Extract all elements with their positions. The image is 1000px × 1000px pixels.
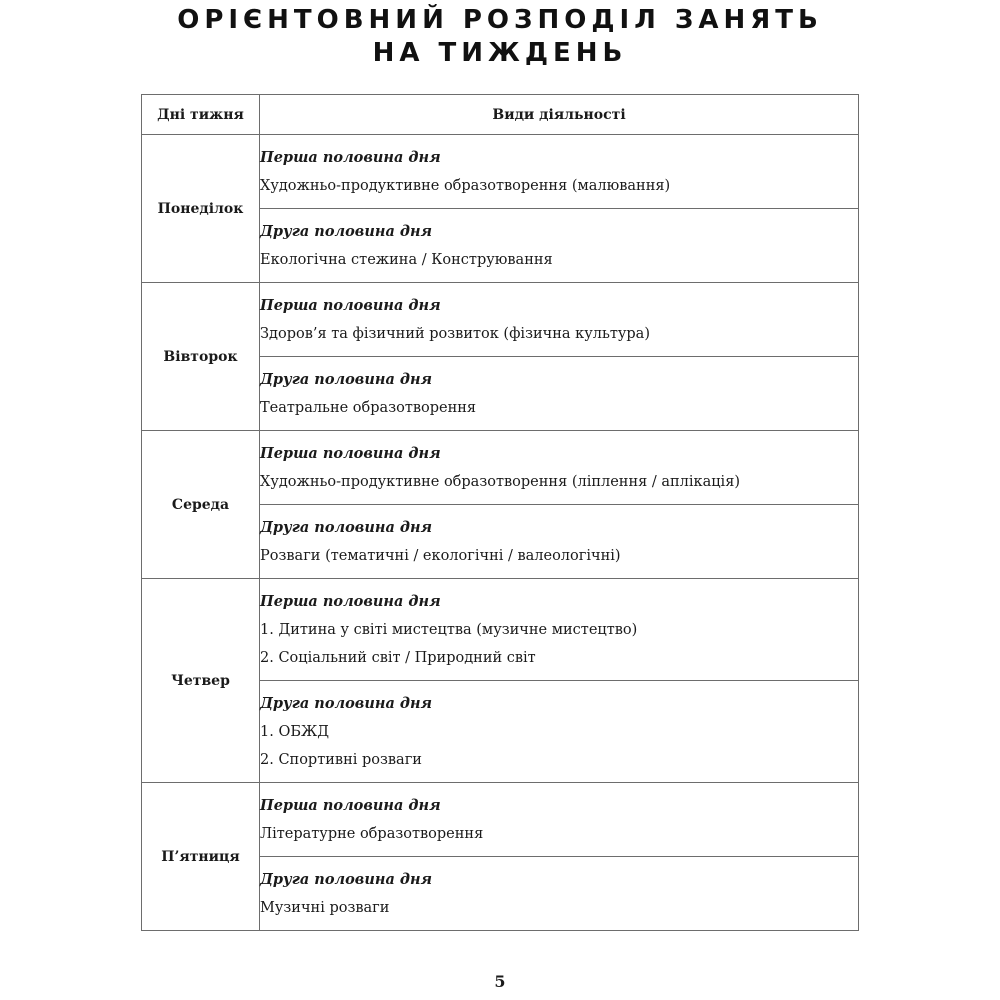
table-row [142, 579, 859, 681]
page-title [0, 4, 1000, 70]
activity-line: 2. Соціальний світ / Природний світ [260, 649, 536, 666]
day-cell-wednesday: Середа [142, 431, 260, 579]
half-label: Друга половина дня [260, 370, 433, 388]
table-header-row [142, 95, 859, 135]
half-label: Перша половина дня [260, 796, 441, 814]
activity-cell [260, 681, 859, 783]
activity-cell [260, 857, 859, 931]
header-activities: Види діяльності [260, 95, 859, 135]
activity-line: Здоров’я та фізичний розвиток (фізична культура) [260, 325, 650, 342]
activity-cell [260, 209, 859, 283]
half-label: Друга половина дня [260, 518, 433, 536]
half-label: Друга половина дня [260, 694, 433, 712]
half-label: Перша половина дня [260, 444, 441, 462]
half-label: Друга половина дня [260, 222, 433, 240]
title-line-1: ОРІЄНТОВНИЙ РОЗПОДІЛ ЗАНЯТЬ [177, 5, 823, 35]
activity-cell [260, 357, 859, 431]
schedule-table [141, 94, 859, 931]
day-cell-monday: Понеділок [142, 135, 260, 283]
activity-line: 1. ОБЖД [260, 723, 330, 740]
activity-line: Театральне образотворення [260, 399, 477, 416]
table-row [142, 283, 859, 357]
day-cell-tuesday: Вівторок [142, 283, 260, 431]
half-label: Друга половина дня [260, 870, 433, 888]
activity-cell [260, 431, 859, 505]
day-cell-thursday: Четвер [142, 579, 260, 783]
activity-cell [260, 579, 859, 681]
activity-cell [260, 505, 859, 579]
day-cell-friday: П’ятниця [142, 783, 260, 931]
half-label: Перша половина дня [260, 148, 441, 166]
activity-line: Художньо-продуктивне образотворення (малювання) [260, 177, 671, 194]
title-line-2: НА ТИЖДЕНЬ [372, 38, 628, 68]
half-label: Перша половина дня [260, 592, 441, 610]
activity-line: Розваги (тематичні / екологічні / валеологічні) [260, 547, 621, 564]
activity-line: Літературне образотворення [260, 825, 484, 842]
table-row [142, 135, 859, 209]
activity-cell [260, 135, 859, 209]
page-number: 5 [494, 972, 506, 991]
activity-cell [260, 283, 859, 357]
activity-cell [260, 783, 859, 857]
half-label: Перша половина дня [260, 296, 441, 314]
activity-line: 2. Спортивні розваги [260, 751, 422, 768]
header-day: Дні тижня [142, 95, 260, 135]
activity-line: Екологічна стежина / Конструювання [260, 251, 553, 268]
table-row [142, 783, 859, 857]
activity-line: Музичні розваги [260, 899, 390, 916]
activity-line: Художньо-продуктивне образотворення (ліплення / аплікація) [260, 473, 741, 490]
table-row [142, 431, 859, 505]
activity-line: 1. Дитина у світі мистецтва (музичне мистецтво) [260, 621, 638, 638]
